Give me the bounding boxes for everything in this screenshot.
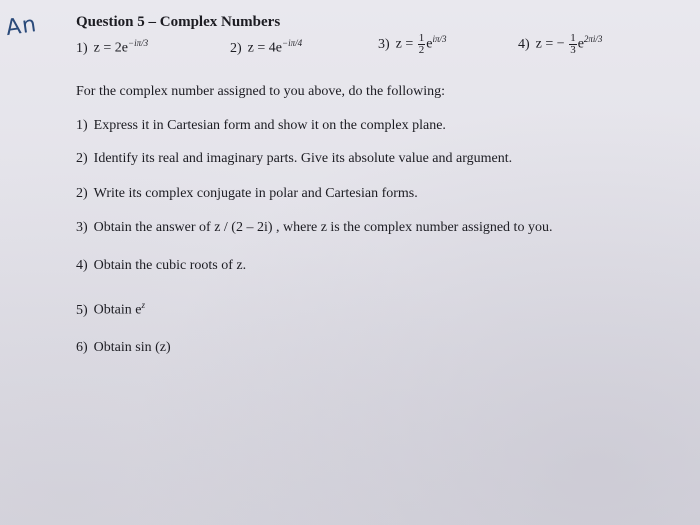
task-number: 5)	[76, 302, 88, 318]
fraction	[569, 33, 577, 56]
task-text: Obtain sin (z)	[93, 340, 171, 355]
fraction	[418, 33, 426, 56]
option-base: e	[426, 36, 433, 52]
task-number: 2)	[76, 186, 88, 201]
task-text: Write its complex conjugate in polar and Cartesian forms.	[93, 186, 418, 201]
option-exponent: iπ/3	[432, 34, 447, 45]
option-base: e	[577, 36, 584, 52]
task-text: Identify its real and imaginary parts. Give its absolute value and argument.	[93, 151, 513, 166]
fraction-denominator: 2	[418, 44, 425, 56]
option-exponent: −iπ/4	[282, 38, 303, 48]
option-number: 4)	[518, 36, 530, 52]
question-title: Question 5 – Complex Numbers	[76, 14, 281, 30]
option-4	[518, 33, 602, 56]
task-exponent: z	[141, 300, 146, 310]
option-lhs: z = 4e	[247, 40, 282, 56]
task-item	[76, 340, 171, 356]
fraction-denominator: 3	[570, 44, 576, 56]
task-number: 1)	[76, 118, 88, 133]
option-number: 3)	[378, 36, 390, 52]
task-item	[76, 151, 512, 167]
task-text: Express it in Cartesian form and show it on the complex plane.	[93, 118, 446, 133]
task-item	[76, 186, 418, 202]
option-lhs: z =	[395, 36, 414, 52]
instructions-intro: For the complex number assigned to you above, do the following:	[76, 84, 445, 99]
option-lhs: z = 2e	[93, 40, 128, 56]
handwritten-note: An	[4, 11, 39, 42]
option-3	[378, 33, 447, 56]
task-item	[76, 220, 552, 236]
option-number: 1)	[76, 40, 88, 56]
fraction-numerator: 1	[570, 32, 576, 44]
task-number: 2)	[76, 151, 88, 166]
task-text: Obtain the cubic roots of z.	[93, 258, 247, 273]
task-item	[76, 300, 145, 319]
option-2	[230, 38, 302, 57]
option-number: 2)	[230, 40, 242, 56]
task-number: 6)	[76, 340, 88, 355]
task-text: Obtain e	[93, 302, 142, 318]
option-exponent: 2πi/3	[583, 34, 603, 45]
task-number: 4)	[76, 258, 88, 273]
option-lhs: z = −	[535, 36, 565, 52]
fraction-numerator: 1	[418, 32, 425, 44]
option-exponent: −iπ/3	[128, 38, 149, 48]
task-text: Obtain the answer of z / (2 – 2i) , where z is the complex number assigned to you.	[93, 220, 553, 235]
task-item	[76, 258, 246, 274]
task-item	[76, 118, 446, 134]
task-number: 3)	[76, 220, 88, 235]
option-1	[76, 38, 148, 57]
